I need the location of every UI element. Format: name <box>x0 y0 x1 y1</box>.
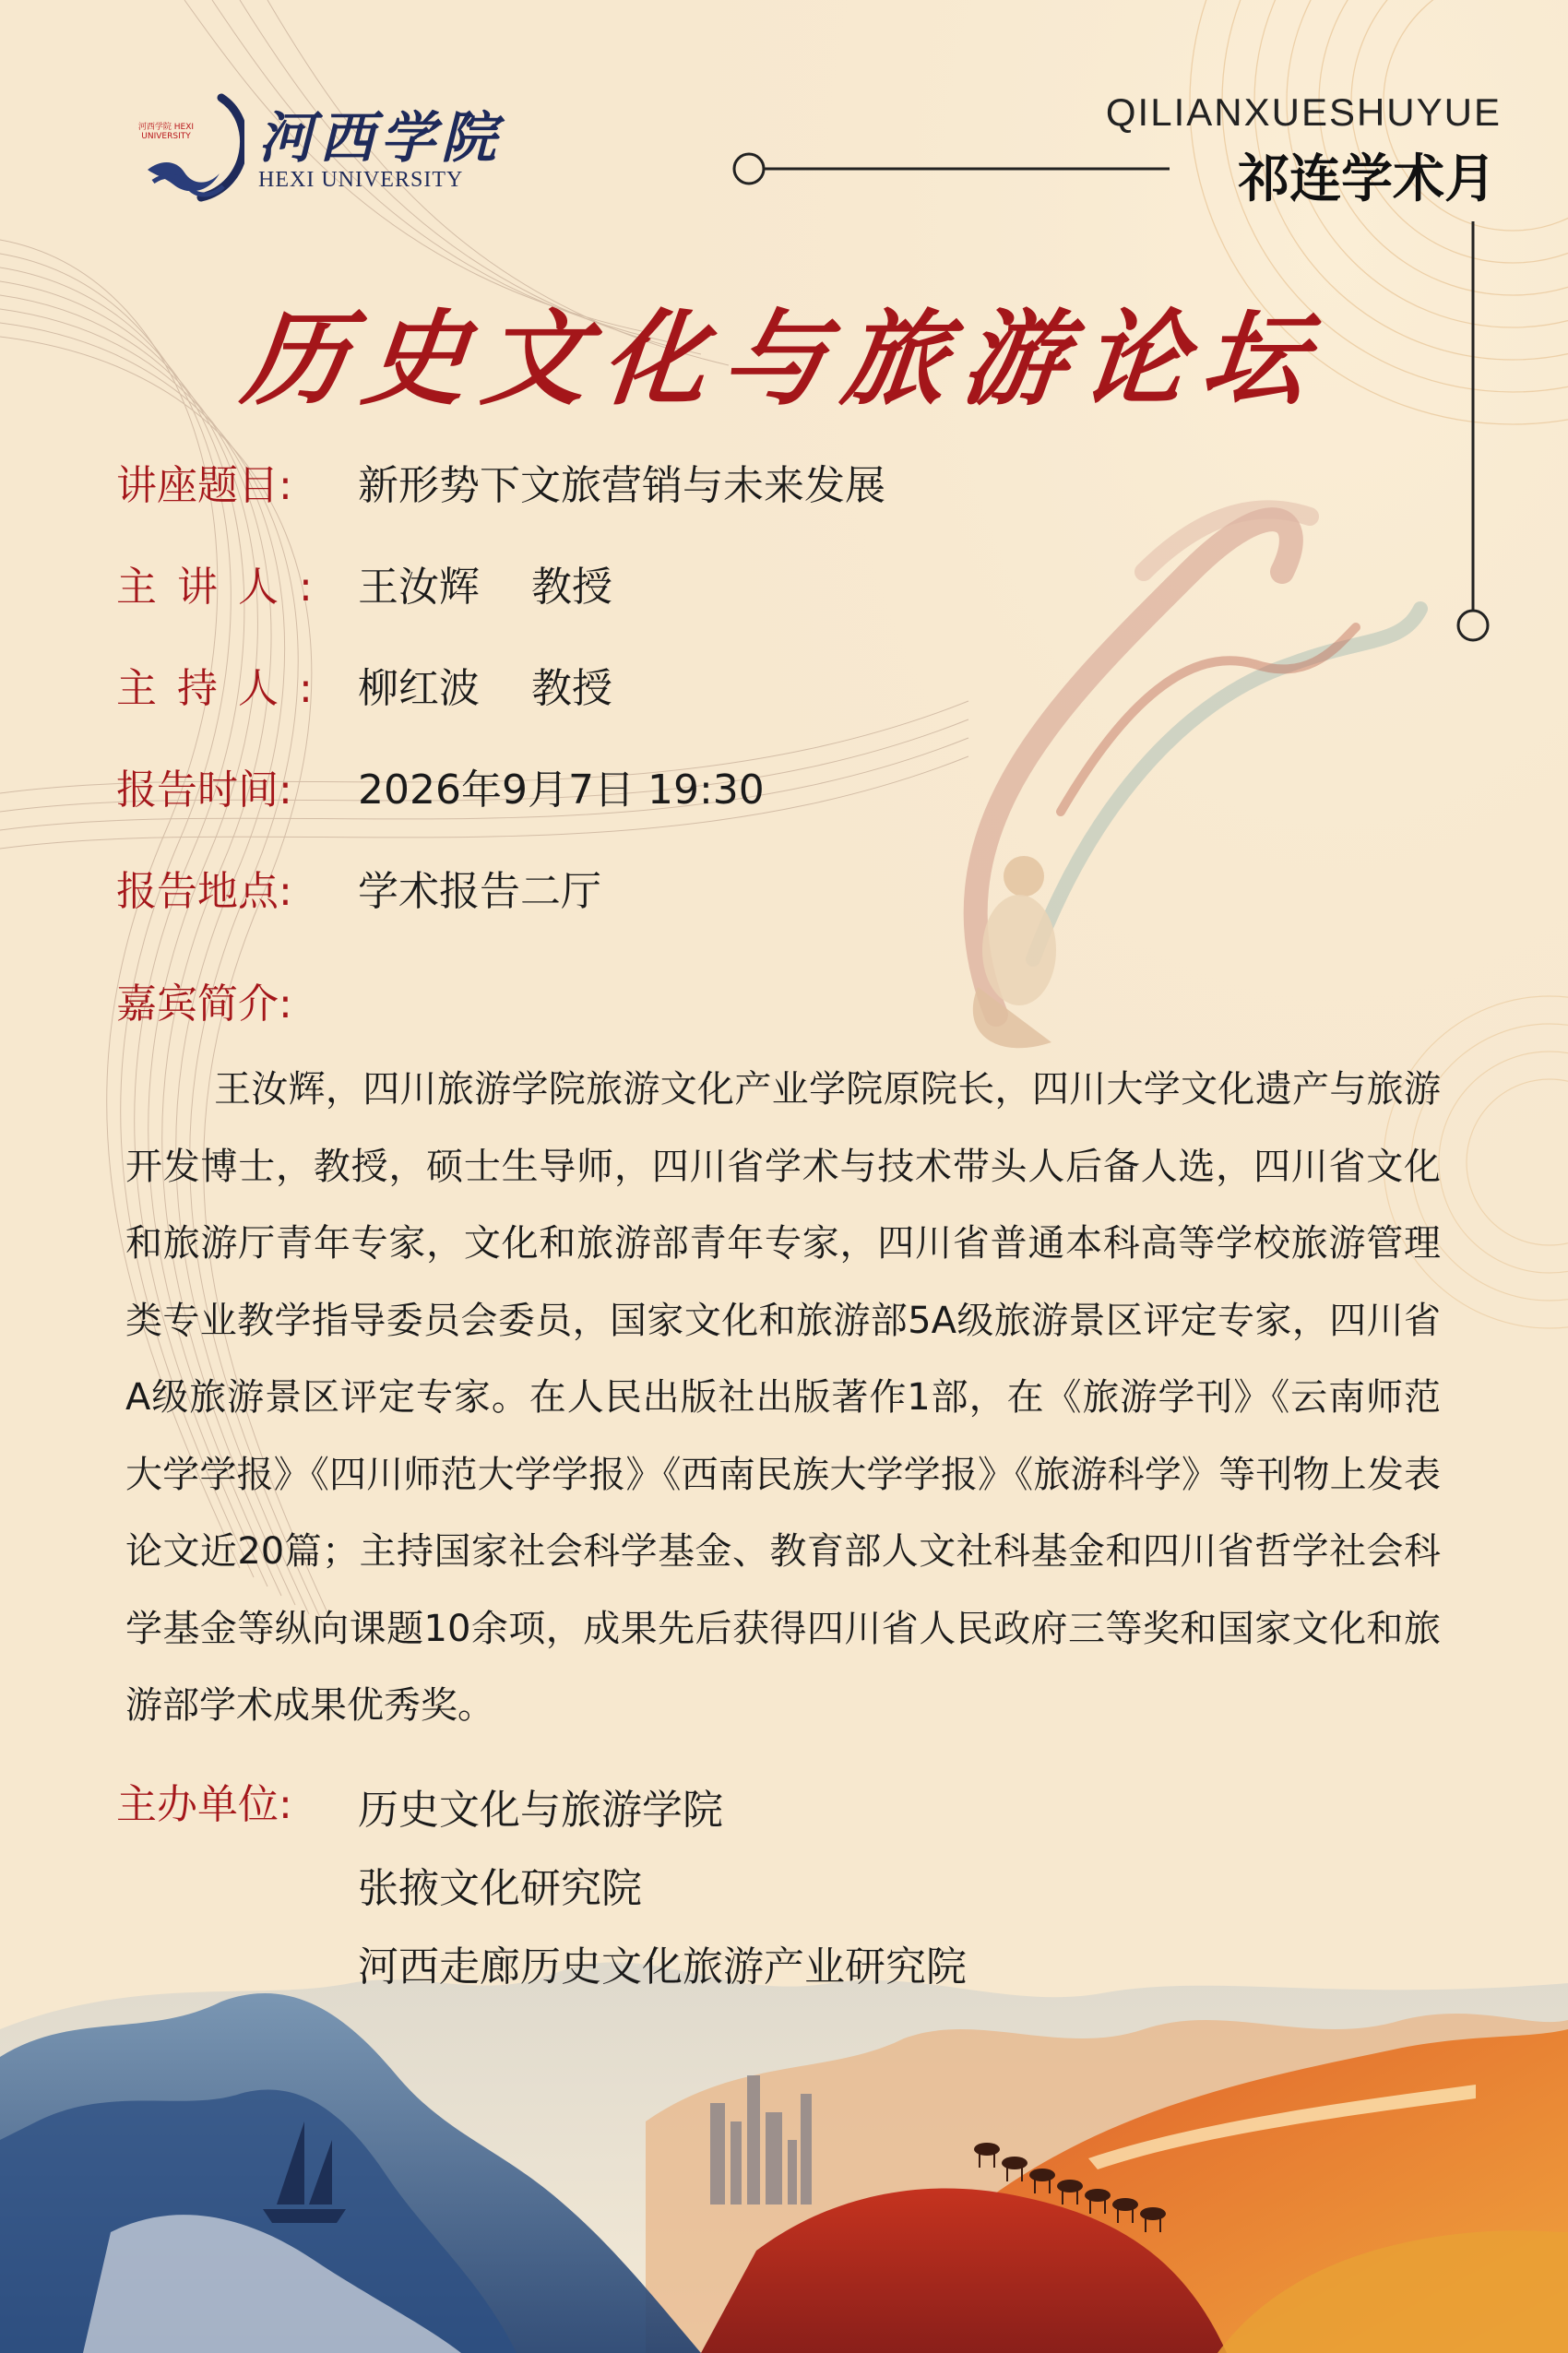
place-value: 学术报告二厅 <box>358 868 601 915</box>
organizer-item: 河西走廊历史文化旅游产业研究院 <box>358 1943 967 1991</box>
host-label: 主持人: <box>116 665 333 712</box>
bio-label: 嘉宾简介: <box>116 980 292 1028</box>
landscape-illustration <box>0 1962 1568 2353</box>
speaker-label: 主讲人: <box>116 564 333 611</box>
academic-month-pinyin: QILIANXUESHUYUE <box>1105 90 1502 134</box>
organizers-list <box>358 1771 967 2006</box>
host-name: 柳红波 <box>358 665 480 712</box>
host-value <box>358 655 612 714</box>
university-logo <box>120 85 507 205</box>
organizer-item: 张掖文化研究院 <box>358 1865 642 1912</box>
topic-value: 新形势下文旅营销与未来发展 <box>358 462 885 509</box>
organizer-item: 历史文化与旅游学院 <box>358 1787 723 1834</box>
page-title: 历史文化与旅游论坛 <box>237 300 1329 420</box>
speaker-name: 王汝辉 <box>358 564 480 611</box>
logo-name-en: HEXI UNIVERSITY <box>258 168 464 192</box>
seal-text: 河西学院 HEXI UNIVERSITY <box>137 123 195 141</box>
host-title: 教授 <box>531 665 612 712</box>
speaker-value <box>358 553 612 612</box>
time-label: 报告时间: <box>116 767 292 814</box>
academic-month-name: 祁连学术月 <box>1238 149 1496 209</box>
bio-text: 王汝辉，四川旅游学院旅游文化产业学院原院长，四川大学文化遗产与旅游开发博士，教授，硕士生导师，四川省学术与技术带头人后备人选，四川省文化和旅游厅青年专家，文化和旅游部青年专家，四川省普通本科高等学校旅游管理类专业教学指导委员会委员，国家文化和旅游部5A级旅游景区评定专家，四川省A级旅游景区评定专家。在人民出版社出版著作1部，在《旅游学刊》《云南师范大学学报》《四川师范大学学报》《西南民族大学学报》《旅游科学》等刊物上发表论文近20篇；主持国家社会科学基金、教育部人文社科基金和四川省哲学社会科学基金等纵向课题10余项，成果先后获得四川省人民政府三等奖和国家文化和旅游部学术成果优秀奖。 <box>125 1068 1441 1727</box>
time-value: 2026年9月7日 19:30 <box>358 767 765 814</box>
topic-label: 讲座题目: <box>116 462 292 509</box>
speaker-title: 教授 <box>531 564 612 611</box>
logo-name-cn: 河西学院 <box>258 106 502 171</box>
organizers-label: 主办单位: <box>116 1781 292 1828</box>
university-seal-icon <box>120 85 244 205</box>
place-label: 报告地点: <box>116 868 292 915</box>
